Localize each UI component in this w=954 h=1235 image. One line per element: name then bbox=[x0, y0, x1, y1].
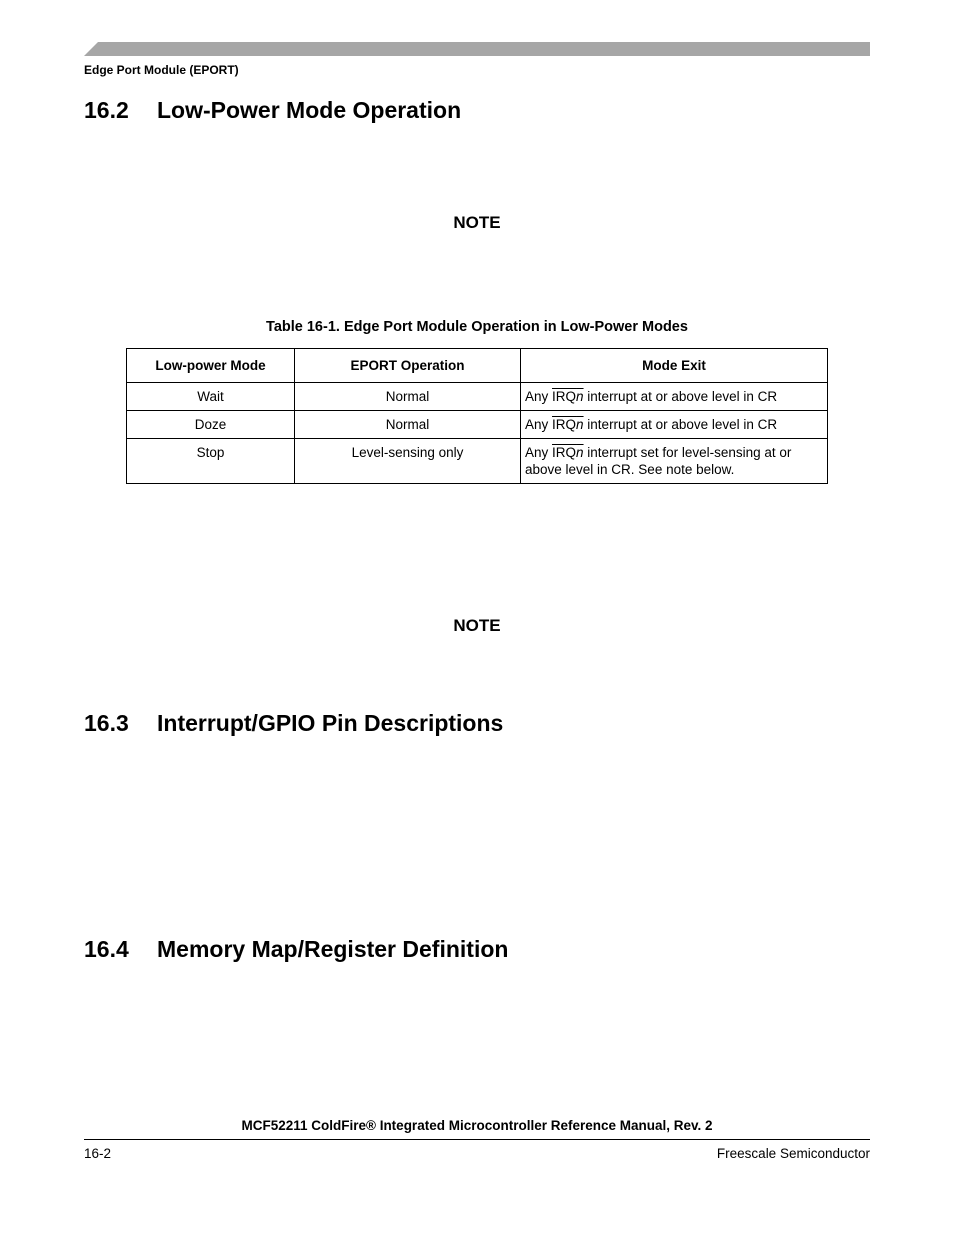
exit-prefix: Any bbox=[525, 417, 553, 432]
column-header: Low-power Mode bbox=[127, 349, 295, 383]
footer-publisher: Freescale Semiconductor bbox=[716, 1146, 870, 1161]
running-head: Edge Port Module (EPORT) bbox=[84, 63, 239, 77]
section-title-text: Low-Power Mode Operation bbox=[157, 97, 462, 123]
operation-cell: Normal bbox=[295, 411, 521, 439]
section-title-text: Interrupt/GPIO Pin Descriptions bbox=[157, 710, 504, 736]
header-bar bbox=[84, 42, 870, 56]
header-bar-shape bbox=[84, 42, 870, 56]
table-row bbox=[127, 383, 828, 411]
section-heading-16-4 bbox=[84, 936, 508, 963]
irq-signal-name: IRQ bbox=[552, 445, 577, 460]
mode-exit-cell bbox=[521, 383, 828, 411]
exit-prefix: Any bbox=[525, 445, 553, 460]
low-power-mode-table bbox=[126, 348, 828, 484]
section-number: 16.4 bbox=[84, 936, 129, 962]
footer-divider bbox=[84, 1139, 870, 1140]
irq-signal-index: n bbox=[576, 389, 584, 404]
column-header: EPORT Operation bbox=[295, 349, 521, 383]
note-label-1: NOTE bbox=[453, 213, 501, 232]
exit-prefix: Any bbox=[525, 389, 553, 404]
exit-description: interrupt at or above level in CR bbox=[583, 389, 778, 404]
footer-page-number: 16-2 bbox=[84, 1146, 112, 1161]
operation-cell: Normal bbox=[295, 383, 521, 411]
table-row bbox=[127, 411, 828, 439]
irq-signal-index: n bbox=[576, 445, 584, 460]
mode-cell: Wait bbox=[127, 383, 295, 411]
section-number: 16.3 bbox=[84, 710, 129, 736]
irq-signal-index: n bbox=[576, 417, 584, 432]
irq-signal bbox=[552, 445, 584, 460]
section-heading-16-3 bbox=[84, 710, 503, 737]
irq-signal-name: IRQ bbox=[552, 417, 577, 432]
irq-signal bbox=[552, 389, 584, 404]
section-title-text: Memory Map/Register Definition bbox=[157, 936, 509, 962]
mode-cell: Stop bbox=[127, 439, 295, 484]
footer-manual-title: MCF52211 ColdFire® Integrated Microcontroller Reference Manual, Rev. 2 bbox=[241, 1118, 713, 1133]
section-number: 16.2 bbox=[84, 97, 129, 123]
mode-exit-cell bbox=[521, 411, 828, 439]
mode-exit-cell bbox=[521, 439, 828, 484]
note-label-2: NOTE bbox=[453, 616, 501, 635]
section-heading-16-2 bbox=[84, 97, 461, 124]
exit-description: interrupt set for level-sensing at or above level in CR. See note below. bbox=[525, 445, 792, 477]
exit-description: interrupt at or above level in CR bbox=[583, 417, 778, 432]
mode-cell: Doze bbox=[127, 411, 295, 439]
operation-cell: Level-sensing only bbox=[295, 439, 521, 484]
irq-signal-name: IRQ bbox=[552, 389, 577, 404]
column-header: Mode Exit bbox=[521, 349, 828, 383]
table-header-row bbox=[127, 349, 828, 383]
table-row bbox=[127, 439, 828, 484]
table-caption: Table 16-1. Edge Port Module Operation in Low-Power Modes bbox=[266, 319, 688, 335]
irq-signal bbox=[552, 417, 584, 432]
